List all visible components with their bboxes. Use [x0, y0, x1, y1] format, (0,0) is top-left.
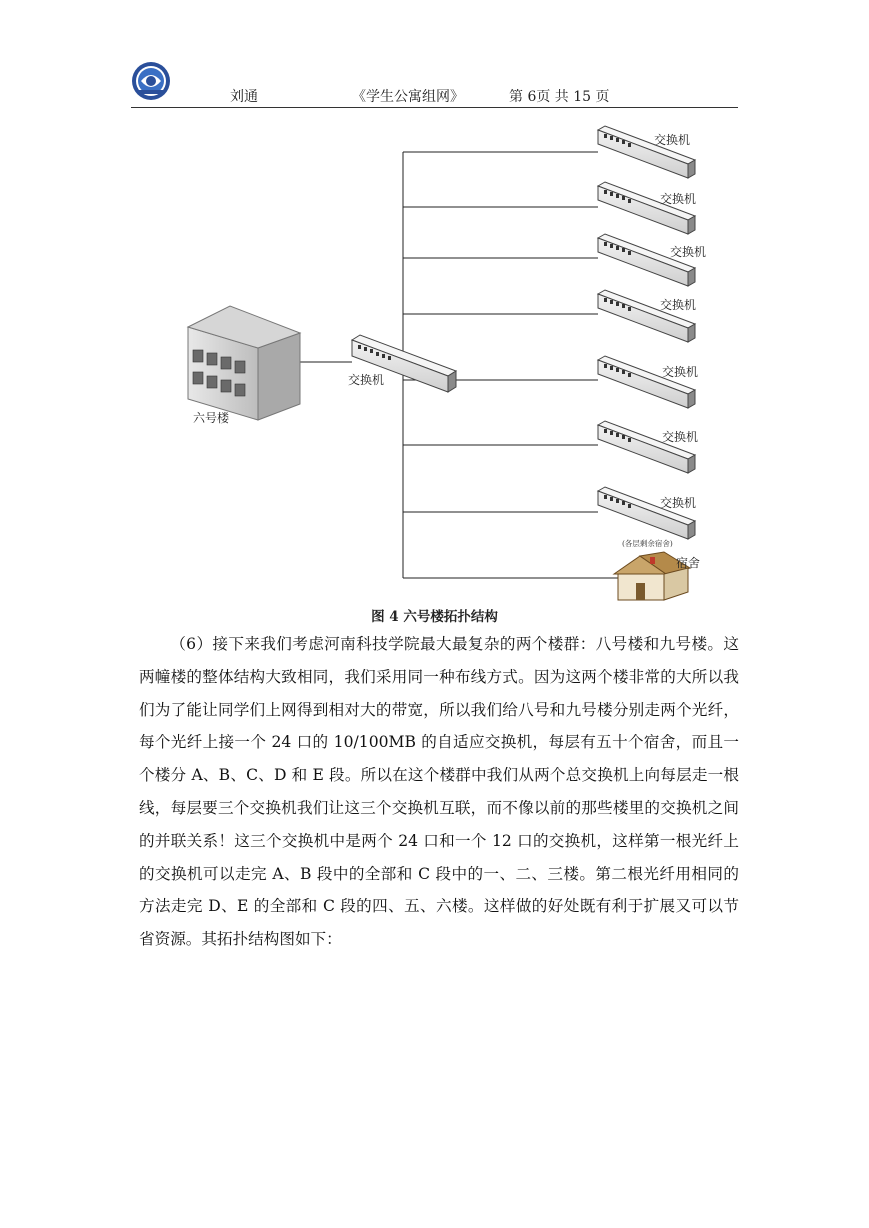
floor-switch-5-label: 交换机 [662, 365, 699, 379]
header-author: 刘通 [230, 89, 258, 105]
building-6-icon [188, 306, 300, 420]
floor-switch-6-icon [598, 421, 695, 473]
dorm-label: 宿舍 [676, 556, 701, 570]
floor-switch-7-icon [598, 487, 695, 539]
floor-switch-1-label: 交换机 [654, 133, 691, 147]
floor-switch-2-icon [598, 182, 695, 234]
body-paragraph: （6）接下来我们考虑河南科技学院最大最复杂的两个楼群：八号楼和九号楼。这两幢楼的整体结构大致相同，我们采用同一种布线方式。因为这两个楼非常的大所以我们为了能让同学们上网得到相对大的带宽，所以我们给八号和九号楼分别走两个光纤，每个光纤上接一个 24 口的 10/100MB 的自适应交换机，每层有五十个宿舍，而且一个楼分 A、B、C、D 和 E 段。所以在这个楼群中我们从两个总交换机上向每层走一根线，每层要三个交换机我们让这三个交换机互联，而不像以前的那些楼里的交换机之间的并联关系！这三个交换机中是两个 24 口和一个 12 口的交换机，这样第一根光纤上的交换机可以走完 A、B 段中的全部和 C 段中的一、二、三楼。第二根光纤用相同的方法走完 D、E 的全部和 C 段的四、五、六楼。这样做的好处既有利于扩展又可以节省资源。其拓扑结构图如下： [139, 635, 739, 949]
header-document-title: 《学生公寓组网》 [352, 89, 464, 105]
floor-switch-5-icon [598, 356, 695, 408]
core-switch-label: 交换机 [348, 373, 385, 387]
floor-switch-3-icon [598, 234, 695, 286]
building-label: 六号楼 [193, 411, 230, 425]
figure-caption: 图 4 六号楼拓扑结构 [371, 609, 498, 625]
floor-switch-4-label: 交换机 [660, 298, 697, 312]
topology-diagram [0, 0, 869, 610]
remaining-dorms-note: (各层剩余宿舍) [622, 539, 673, 548]
floor-switch-7-label: 交换机 [660, 496, 697, 510]
floor-switch-3-label: 交换机 [670, 245, 707, 259]
body-paragraph-container [139, 628, 739, 956]
floor-switch-6-label: 交换机 [662, 430, 699, 444]
floor-switch-2-label: 交换机 [660, 192, 697, 206]
header-page-info: 第 6页 共 15 页 [509, 89, 610, 105]
